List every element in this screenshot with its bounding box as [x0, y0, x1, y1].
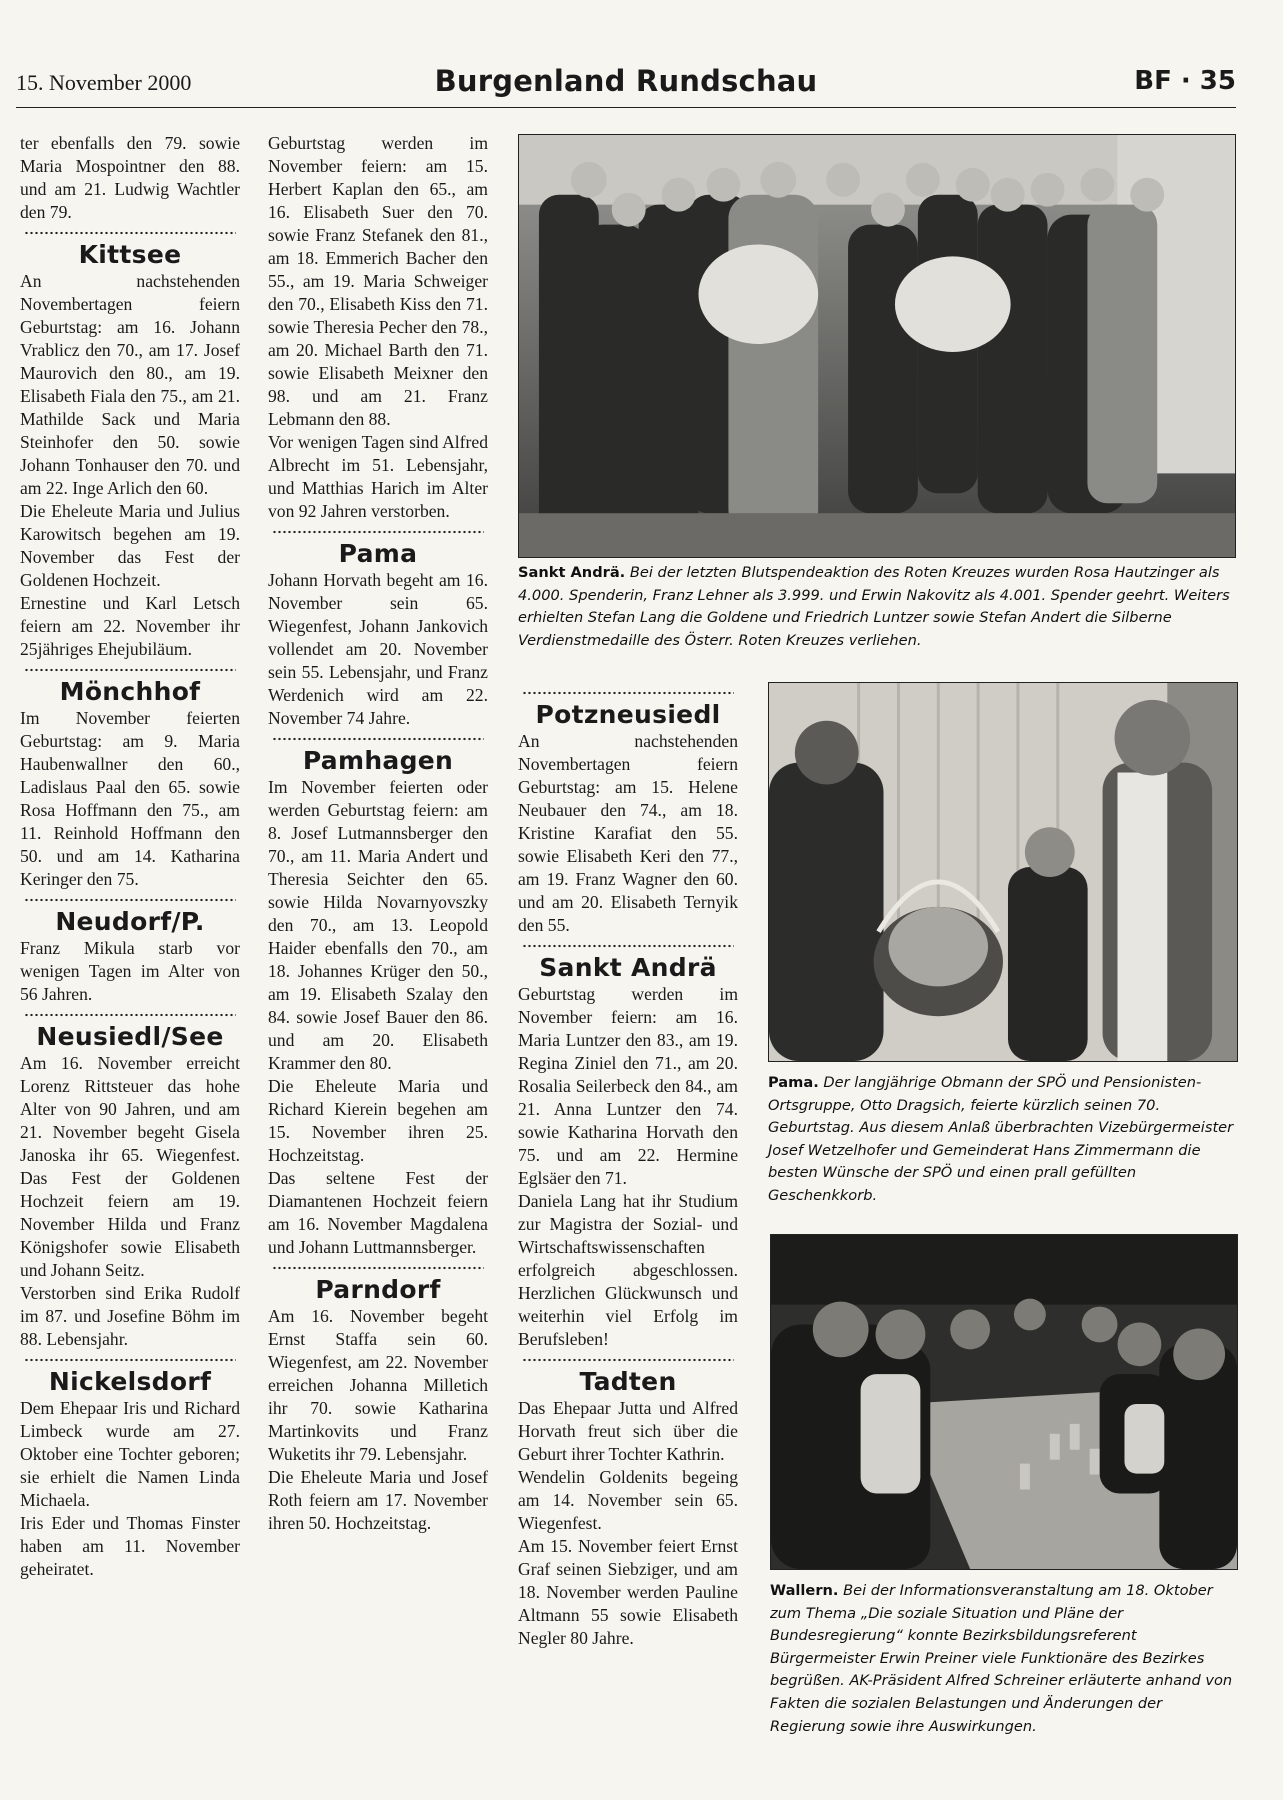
article-text: Im November feierten oder werden Geburtstag feiern: am 8. Josef Lutmannsberger den 70., am 11. Maria Andert und Theresia Seichter den 65. sowie Hilda Novarnyovszky den 70., am 13. Leopold Haider ebenfalls den 70., am 18. Johannes Krüger den 50., am 19. Elisabeth Szalay den 84. sowie Josef Bauer den 86. und am 20. Elisabeth Krammer den 80.: [268, 777, 488, 1073]
article-text: Die Eheleute Maria und Josef Roth feiern am 17. November ihren 50. Hochzeitstag.: [268, 1467, 488, 1533]
article-text: Johann Horvath begeht am 16. November sein 65. Wiegenfest, Johann Jankovich vollendet am 20. November sein 55. Lebensjahr, und Franz Werdenich wird am 22. November 74 Jahre.: [268, 570, 488, 728]
article-text: Am 16. November begeht Ernst Staffa sein 60. Wiegenfest, am 22. November erreichen Johanna Milletich ihr 70. sowie Katharina Martinkovits und Franz Wuketits ihr 79. Lebensjahr.: [268, 1306, 488, 1464]
article-text: Die Eheleute Maria und Julius Karowitsch begehen am 19. November das Fest der Goldenen Hochzeit.: [20, 501, 240, 590]
caption-town: Sankt Andrä.: [518, 564, 626, 581]
newspaper-title: Burgenland Rundschau: [434, 64, 818, 98]
article-text: Das seltene Fest der Diamantenen Hochzeit feiern am 16. November Magdalena und Johann Luttmannsberger.: [268, 1168, 488, 1257]
photo-blood-donation: [518, 134, 1236, 558]
photo-birthday-image: [769, 683, 1237, 1061]
caption-text: Der langjährige Obmann der SPÖ und Pensionisten-Ortsgruppe, Otto Dragsich, feierte kürzlich seinen 70. Geburtstag. Aus diesem Anlaß überbrachten Vizebürgermeister Josef Wetzelhofer und Gemeinderat Hans Zimmermann die besten Wünsche der SPÖ und einen prall gefüllten Geschenkkorb.: [768, 1074, 1234, 1204]
dotted-separator: [272, 529, 484, 535]
section-heading-sankt-andrae: Sankt Andrä: [539, 953, 717, 982]
photo-pama-birthday: [768, 682, 1238, 1062]
dotted-separator: [272, 1265, 484, 1271]
dotted-separator: [522, 943, 734, 949]
article-text: Franz Mikula starb vor wenigen Tagen im Alter von 56 Jahren.: [20, 938, 240, 1004]
article-text: Ernestine und Karl Letsch feiern am 22. November ihr 25jähriges Ehejubiläum.: [20, 593, 240, 659]
dotted-separator: [522, 690, 734, 696]
section-heading-pamhagen: Pamhagen: [302, 746, 454, 775]
dotted-separator: [24, 1012, 236, 1018]
article-text: Dem Ehepaar Iris und Richard Limbeck wurde am 27. Oktober eine Tochter geboren; sie erhielt die Namen Linda Michaela.: [20, 1398, 240, 1510]
article-text: Verstorben sind Erika Rudolf im 87. und Josefine Böhm im 88. Lebensjahr.: [20, 1283, 240, 1349]
article-text: Wendelin Goldenits begeing am 14. November sein 65. Wiegenfest.: [518, 1467, 738, 1533]
section-heading-neusiedl: Neusiedl/See: [36, 1022, 224, 1051]
section-heading-neudorf: Neudorf/P.: [55, 907, 205, 936]
article-text: Vor wenigen Tagen sind Alfred Albrecht im 51. Lebensjahr, und Matthias Harich im Alter von 92 Jahren verstorben.: [268, 432, 488, 521]
section-heading-pama: Pama: [338, 539, 418, 568]
article-text: Die Eheleute Maria und Richard Kierein begehen am 15. November ihren 25. Hochzeitstag.: [268, 1076, 488, 1165]
section-heading-potzneusiedl: Potzneusiedl: [535, 700, 721, 729]
column-3: [518, 684, 738, 1650]
section-heading-kittsee: Kittsee: [78, 240, 182, 269]
article-text: An nachstehenden Novembertagen feiern Geburtstag: am 15. Helene Neubauer den 74., am 18. Kristine Karafiat den 55. sowie Elisabeth Keri den 77., am 19. Franz Wagner den 60. und am 20. Elisabeth Ternyik den 55.: [518, 731, 738, 935]
issue-date: 15. November 2000: [16, 70, 192, 95]
photo-group-image: [519, 135, 1235, 557]
masthead: [16, 62, 1236, 108]
caption-town: Pama.: [768, 1074, 819, 1091]
caption-text: Bei der letzten Blutspendeaktion des Roten Kreuzes wurden Rosa Hautzinger als 4.000. Spenderin, Franz Lehner als 3.999. und Erwin Nakovitz als 4.001. Spender geehrt. Weiters erhielten Stefan Lang die Goldene und Friedrich Luntzer sowie Stefan Andert die Silberne Verdienstmedaille des Österr. Roten Kreuzes verliehen.: [518, 564, 1230, 649]
column-2: [268, 132, 488, 1535]
caption-text: Bei der Informationsveranstaltung am 18. Oktober zum Thema „Die soziale Situation und Pläne der Bundesregierung“ konnte Bezirksbildungsreferent Bürgermeister Erwin Preiner viele Funktionäre des Bezirkes begrüßen. AK-Präsident Alfred Schreiner erläuterte anhand von Fakten die sozialen Belastungen und Änderungen der Regierung sowie ihre Auswirkungen.: [770, 1582, 1233, 1735]
photo-meeting-image: [771, 1235, 1237, 1569]
dotted-separator: [24, 667, 236, 673]
article-text: Im November feierten Geburtstag: am 9. Maria Haubenwallner den 60., Ladislaus Paal den 65. sowie Rosa Hoffmann den 75., am 11. Reinhold Hoffmann den 50. und am 14. Katharina Keringer den 75.: [20, 708, 240, 889]
dotted-separator: [24, 897, 236, 903]
photo-caption-pama: [768, 1072, 1238, 1208]
photo-caption-sankt-andrae: [518, 562, 1236, 652]
section-heading-nickelsdorf: Nickelsdorf: [48, 1367, 212, 1396]
article-text: Am 16. November erreicht Lorenz Rittsteuer das hohe Alter von 90 Jahren, und am 21. November begeht Gisela Janoska ihr 65. Wiegenfest. Das Fest der Goldenen Hochzeit feiern am 19. November Hilda und Franz Königshofer sowie Elisabeth und Johann Seitz.: [20, 1053, 240, 1280]
dotted-separator: [24, 230, 236, 236]
article-text: Am 15. November feiert Ernst Graf seinen Siebziger, und am 18. November werden Pauline Altmann 55 sowie Elisabeth Negler 80 Jahre.: [518, 1536, 738, 1648]
dotted-separator: [24, 1357, 236, 1363]
section-heading-tadten: Tadten: [579, 1367, 677, 1396]
caption-town: Wallern.: [770, 1582, 839, 1599]
article-text: ter ebenfalls den 79. sowie Maria Mospointner den 88. und am 21. Ludwig Wachtler den 79.: [20, 133, 240, 222]
section-heading-moenchhof: Mönchhof: [59, 677, 201, 706]
article-text: Iris Eder und Thomas Finster haben am 11. November geheiratet.: [20, 1513, 240, 1579]
page-number: BF · 35: [1134, 66, 1236, 96]
article-text: Daniela Lang hat ihr Studium zur Magistra der Sozial- und Wirtschaftswissenschaften erfolgreich abgeschlossen. Herzlichen Glückwunsch und weiterhin viel Erfolg im Berufsleben!: [518, 1191, 738, 1349]
dotted-separator: [522, 1357, 734, 1363]
article-text: An nachstehenden Novembertagen feiern Geburtstag: am 16. Johann Vrablicz den 70., am 17. Josef Maurovich den 80., am 19. Elisabeth Fiala den 75., am 21. Mathilde Sack und Maria Steinhofer den 50. sowie Johann Tonhauser den 70. und am 22. Inge Arlich den 60.: [20, 271, 240, 498]
article-text: Geburtstag werden im November feiern: am 15. Herbert Kaplan den 65., am 16. Elisabeth Suer den 70. sowie Franz Stefanek den 81., am 18. Emmerich Bacher den 55., am 19. Maria Schweiger den 70., Elisabeth Kiss den 71. sowie Theresia Pecher den 78., am 20. Michael Barth den 71. sowie Elisabeth Meixner den 98. und am 21. Franz Lebmann den 88.: [268, 133, 488, 429]
column-1: [20, 132, 240, 1581]
section-heading-parndorf: Parndorf: [315, 1275, 441, 1304]
photo-wallern-meeting: [770, 1234, 1238, 1570]
article-text: Das Ehepaar Jutta und Alfred Horvath freut sich über die Geburt ihrer Tochter Kathrin.: [518, 1398, 738, 1464]
article-text: Geburtstag werden im November feiern: am 16. Maria Luntzer den 83., am 19. Regina Ziniel den 71., am 20. Rosalia Seilerbeck den 84., am 21. Anna Luntzer den 74. sowie Katharina Horvath den 75. und am 22. Hermine Eglsäer den 71.: [518, 984, 738, 1188]
photo-caption-wallern: [770, 1580, 1238, 1738]
dotted-separator: [272, 736, 484, 742]
